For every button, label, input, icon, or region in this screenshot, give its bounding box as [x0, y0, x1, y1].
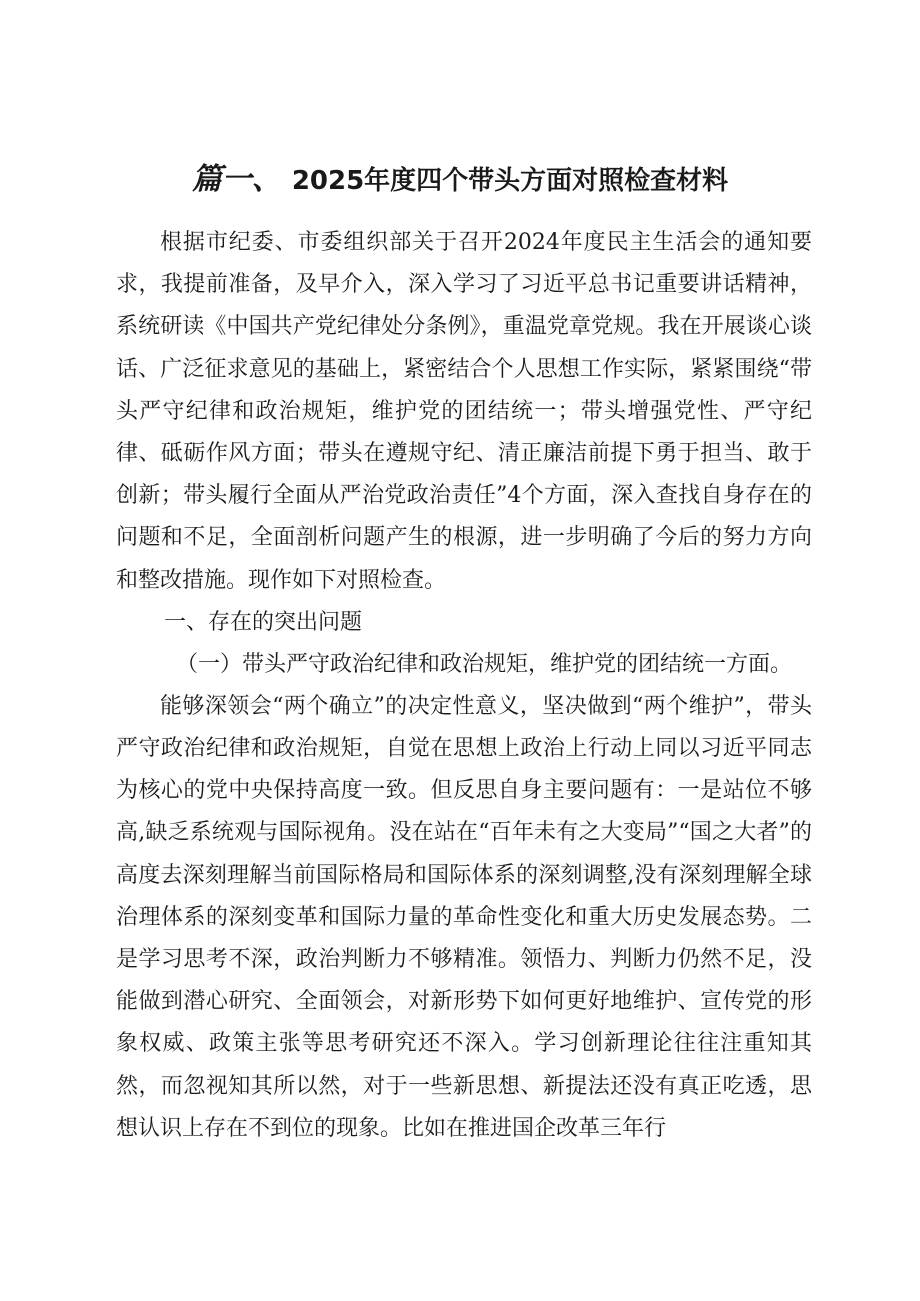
document-title — [0, 154, 920, 198]
document-body — [116, 222, 812, 1150]
subsection-heading: （一）带头严守政治纪律和政治规矩，维护党的团结统一方面。 — [176, 651, 793, 677]
title-prefix: 篇一、 — [191, 162, 282, 197]
section-paragraph: 能够深领会“两个确立”的决定性意义，坚决做到“两个维护”，带头严守政治纪律和政治规矩，自觉在思想上政治上行动上同以习近平同志为核心的党中央保持高度一致。但反思自身主要问题有：一是站位不够高,缺乏系统观与国际视角。没在站在“百年未有之大变局”“国之大者”的高度去深刻理解当前国际格局和国际体系的深刻调整,没有深刻理解全球治理体系的深刻变革和国际力量的革命性变化和重大历史发展态势。二是学习思考不深，政治判断力不够精准。领悟力、判断力仍然不足，没能做到潜心研究、全面领会，对新形势下如何更好地维护、宣传党的形象权威、政策主张等思考研究还不深入。学习创新理论往往注重知其然，而忽视知其所以然，对于一些新思想、新提法还没有真正吃透，思想认识上存在不到位的现象。比如在推进国企改革三年行 — [116, 693, 812, 1141]
title-main: 2025年度四个带头方面对照检查材料 — [291, 166, 729, 196]
section-heading: 一、存在的突出问题 — [164, 609, 363, 635]
intro-paragraph: 根据市纪委、市委组织部关于召开2024年度民主生活会的通知要求，我提前准备，及早介入，深入学习了习近平总书记重要讲话精神，系统研读《中国共产党纪律处分条例》，重温党章党规。我在开展谈心谈话、广泛征求意见的基础上，紧密结合个人思想工作实际，紧紧围绕“带头严守纪律和政治规矩，维护党的团结统一；带头增强党性、严守纪律、砥砺作风方面；带头在遵规守纪、清正廉洁前提下勇于担当、敢于创新；带头履行全面从严治党政治责任”4个方面，深入查找自身存在的问题和不足，全面剖析问题产生的根源，进一步明确了今后的努力方向和整改措施。现作如下对照检查。 — [116, 230, 812, 593]
